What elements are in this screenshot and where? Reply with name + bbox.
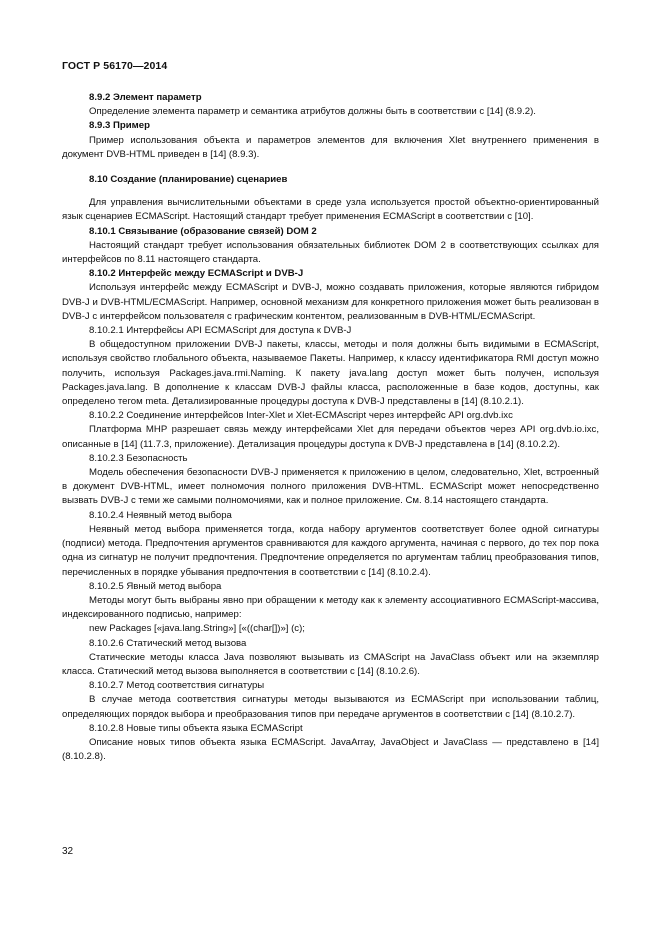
- subheading-8-10-2-7: 8.10.2.7 Метод соответствия сигнатуры: [89, 680, 265, 692]
- heading-8-10-1: 8.10.1 Связывание (образование связей) DOM 2: [89, 225, 317, 237]
- subheading-8-10-2-2: 8.10.2.2 Соединение интерфейсов Inter-Xlet и Xlet-ECMAscript через интерфейс API org.dvb.ixc: [89, 410, 513, 422]
- paragraph: В случае метода соответствия сигнатуры методы вызываются из ECMAScript при использовании таблиц, определяющих порядок выбора и преобразования типов при передаче аргументов в соответствии с [14] (8.10.2.7).: [62, 694, 599, 720]
- subheading-8-10-2-4: 8.10.2.4 Неявный метод выбора: [89, 509, 232, 521]
- subheading-8-10-2-3: 8.10.2.3 Безопасность: [89, 452, 188, 464]
- heading-8-9-3: 8.9.3 Пример: [89, 120, 150, 132]
- document-body: [62, 91, 599, 764]
- paragraph: Платформа МНР разрешает связь между интерфейсами Xlet для передачи объектов через API org.dvb.io.ixc, описанные в [14] (11.7.3, приложение). Детализация процедуры доступа к DVB-J представлена в [14] (8.10.2.2).: [62, 424, 599, 450]
- paragraph: Определение элемента параметр и семантика атрибутов должны быть в соответствии с [14] (8.9.2).: [89, 106, 536, 118]
- subheading-8-10-2-6: 8.10.2.6 Статический метод вызова: [89, 637, 247, 649]
- heading-8-10-2: 8.10.2 Интерфейс между ECMAScript и DVB-J: [89, 268, 304, 280]
- paragraph: Статические методы класса Java позволяют вызывать из CMAScript на JavaClass объект или на экземпляр класса. Статический метод вызова выполняется в соответствии с [14] (8.10.2.6).: [62, 651, 599, 677]
- code-example: new Packages [«java.lang.String»] [«((char[])»] (c);: [89, 623, 305, 635]
- paragraph: Пример использования объекта и параметров элементов для включения Xlet внутреннего применения в документ DVB-HTML приведен в [14] (8.9.3).: [62, 134, 599, 160]
- heading-8-10: 8.10 Создание (планирование) сценариев: [89, 174, 288, 186]
- paragraph: Настоящий стандарт требует использования обязательных библиотек DOM 2 в соответствующих ссылках для интерфейсов по 8.11 настоящего стандарта.: [62, 239, 599, 266]
- paragraph: Для управления вычислительными объектами в среде узла используется простой объектно-ориентированный язык сценариев ECMAScript. Настоящий стандарт требует применения ECMAScript в соответствии с [10].: [62, 197, 599, 223]
- standard-header: ГОСТ Р 56170—2014: [62, 60, 168, 72]
- paragraph: Описание новых типов объекта языка ECMAScript. JavaArray, JavaObject и JavaClass — представлено в [14] (8.10.2.8).: [62, 736, 599, 763]
- page-number: 32: [62, 846, 74, 857]
- paragraph: В общедоступном приложении DVB-J пакеты, классы, методы и поля должны быть видимыми в ECMAScript, используя свойство глобального объекта, называемое Пакеты. Например, к классу идентификатора RMI доступ можно получить, используя Packages.java.rmi.Naming. К пакету java.lang доступ может быть получен, используя Packages.java.lang. В дополнение к классам DVB-J файлы класса, расположенные в базе кодов, доступны, как определено тегом meta. Детализированные процедуры доступа к DVB-J представлены в [14] (8.10.2.1).: [62, 339, 599, 408]
- heading-8-9-2: 8.9.2 Элемент параметр: [89, 92, 202, 103]
- subheading-8-10-2-8: 8.10.2.8 Новые типы объекта языка ECMAScript: [89, 722, 303, 734]
- subheading-8-10-2-5: 8.10.2.5 Явный метод выбора: [89, 580, 222, 592]
- paragraph: Используя интерфейс между ECMAScript и DVB-J, можно создавать приложения, которые являются гибридом DVB-J и DVB-HTML/ECMAScript. Например, основной механизм для конкретного приложения может быть реализован в DVB-J с интерфейсом пользователя с графическим контентом, реализованным в DVB-HTML/ECMAScript.: [62, 282, 599, 322]
- paragraph: Неявный метод выбора применяется тогда, когда набору аргументов соответствует более одной сигнатуры (подписи) метода. Предпочтения аргументов сравниваются для каждого аргумента, начиная с первого, до тех пор пока одна из сигнатур не получит предпочтения. Предпочтение определяется по аргументам таблиц преобразования типов, перечисленных в порядке убывания предпочтения в соответствии с [14] (8.10.2.4).: [62, 523, 599, 578]
- paragraph: Методы могут быть выбраны явно при обращении к методу как к элементу ассоциативного ECMAScript-массива, индексированного подписью, например:: [62, 594, 599, 621]
- paragraph: Модель обеспечения безопасности DVB-J применяется к приложению в целом, следовательно, Xlet, встроенный в документ DVB-HTML, имеет полномочия полного приложения DVB-HTML. ECMAScript может непосредственно вызвать DVB-J с теми же самыми полномочиями, как и полное приложение. См. 8.14 настоящего стандарта.: [62, 467, 599, 507]
- subheading-8-10-2-1: 8.10.2.1 Интерфейсы API ECMAScript для доступа к DVB-J: [89, 325, 352, 337]
